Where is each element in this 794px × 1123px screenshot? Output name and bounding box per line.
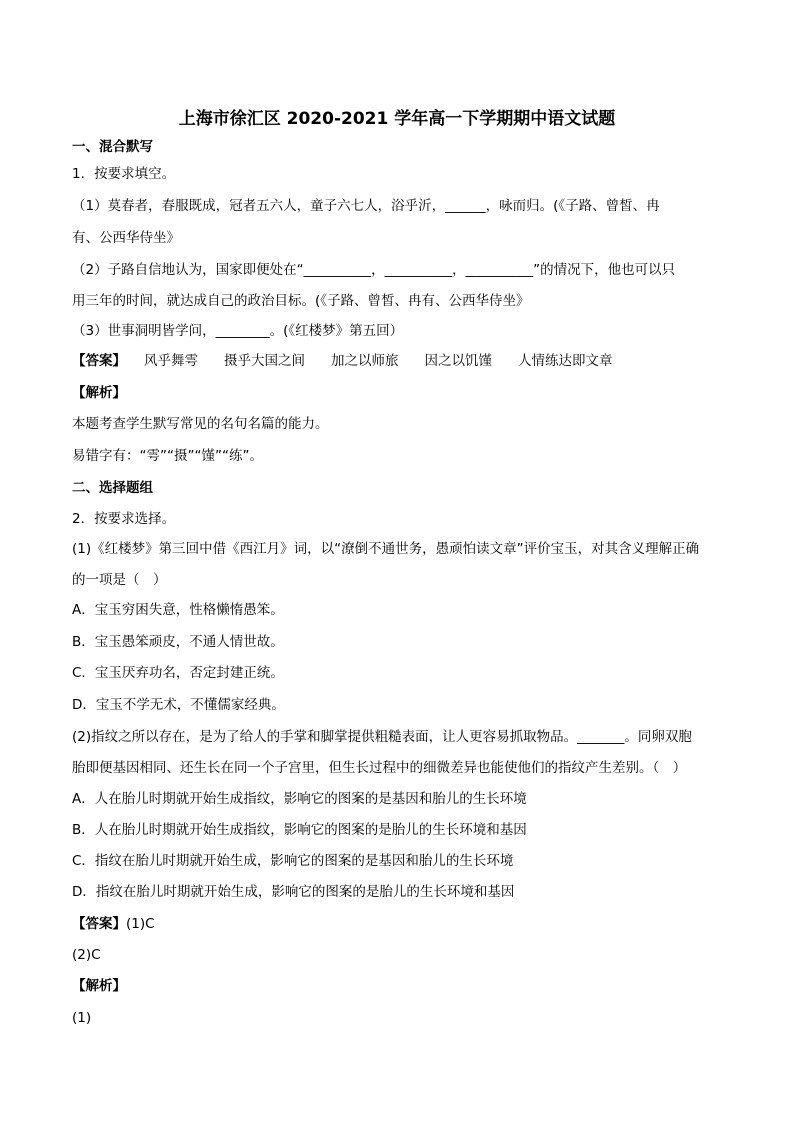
option-d: D．宝玉不学无术，不懂儒家经典。 bbox=[72, 697, 285, 713]
question-2-stem: 2．按要求选择。 bbox=[72, 511, 176, 527]
option-d: D．指纹在胎儿时期就开始生成，影响它的图案的是胎儿的生长环境和基因 bbox=[72, 884, 515, 900]
question-1-1-line-a: （1）莫春者，春服既成，冠者五六人，童子六七人，浴乎沂，______，咏而归。(《子路、曾皙、冉 bbox=[72, 198, 660, 214]
option-a: A．人在胎儿时期就开始生成指纹，影响它的图案的是基因和胎儿的生长环境 bbox=[72, 791, 527, 807]
answer-item: 摄乎大国之间 bbox=[224, 353, 305, 369]
section-heading-choice-group: 二、选择题组 bbox=[72, 480, 153, 496]
answer-item: 因之以饥馑 bbox=[424, 353, 492, 369]
answer-item: 人情练达即文章 bbox=[518, 353, 613, 369]
question-1-2-line-a: （2）子路自信地认为，国家即便处在“__________，__________，__________”的情况下，他也可以只 bbox=[72, 262, 676, 278]
section-heading-mixed-dictation: 一、混合默写 bbox=[72, 139, 153, 155]
answer-item: 风乎舞雩 bbox=[144, 353, 198, 369]
answer-row bbox=[72, 351, 639, 371]
analysis-text: 本题考查学生默写常见的名句名篇的能力。 bbox=[72, 416, 329, 432]
answer-row bbox=[72, 914, 155, 934]
option-c: C．指纹在胎儿时期就开始生成，影响它的图案的是基因和胎儿的生长环境 bbox=[72, 853, 514, 869]
answer-item: 加之以师旅 bbox=[331, 353, 399, 369]
question-2-2-line-a: (2)指纹之所以存在，是为了给人的手掌和脚掌提供粗糙表面，让人更容易抓取物品。_______。同卵双胞 bbox=[72, 729, 692, 745]
answer-label: 【答案】 bbox=[72, 916, 126, 932]
question-2-1-line-a: (1)《红楼梦》第三回中借《西江月》词，以“潦倒不通世务，愚顽怕读文章”评价宝玉，对其含义理解正确 bbox=[72, 541, 700, 557]
analysis-text: 易错字有：“雩”“摄”“馑”“练”。 bbox=[72, 448, 263, 464]
analysis-label: 【解析】 bbox=[72, 385, 126, 401]
option-c: C．宝玉厌弃功名，否定封建正统。 bbox=[72, 665, 284, 681]
answer-item: (2)C bbox=[72, 947, 101, 963]
question-2-2-line-b: 胎即便基因相同、还生长在同一个子宫里，但生长过程中的细微差异也能使他们的指纹产生差别。（ ） bbox=[72, 760, 687, 776]
option-a: A．宝玉穷困失意，性格懒惰愚笨。 bbox=[72, 602, 284, 618]
question-1-3: （3）世事洞明皆学问，________。(《红楼梦》第五回） bbox=[72, 323, 404, 339]
analysis-text: (1) bbox=[72, 1010, 92, 1026]
answer-label: 【答案】 bbox=[72, 353, 126, 369]
question-2-1-line-b: 的一项是（ ） bbox=[72, 572, 167, 588]
answer-item: (1)C bbox=[126, 916, 155, 932]
option-b: B．人在胎儿时期就开始生成指纹，影响它的图案的是胎儿的生长环境和基因 bbox=[72, 822, 527, 838]
option-b: B．宝玉愚笨顽皮，不通人情世故。 bbox=[72, 634, 284, 650]
question-1-2-line-b: 用三年的时间，就达成自己的政治目标。(《子路、曾皙、冉有、公西华侍坐》 bbox=[72, 293, 530, 309]
page-title: 上海市徐汇区 2020-2021 学年高一下学期期中语文试题 bbox=[178, 109, 616, 129]
question-1-stem: 1．按要求填空。 bbox=[72, 166, 176, 182]
analysis-label: 【解析】 bbox=[72, 978, 126, 994]
question-1-1-line-b: 有、公西华侍坐》 bbox=[72, 230, 180, 246]
